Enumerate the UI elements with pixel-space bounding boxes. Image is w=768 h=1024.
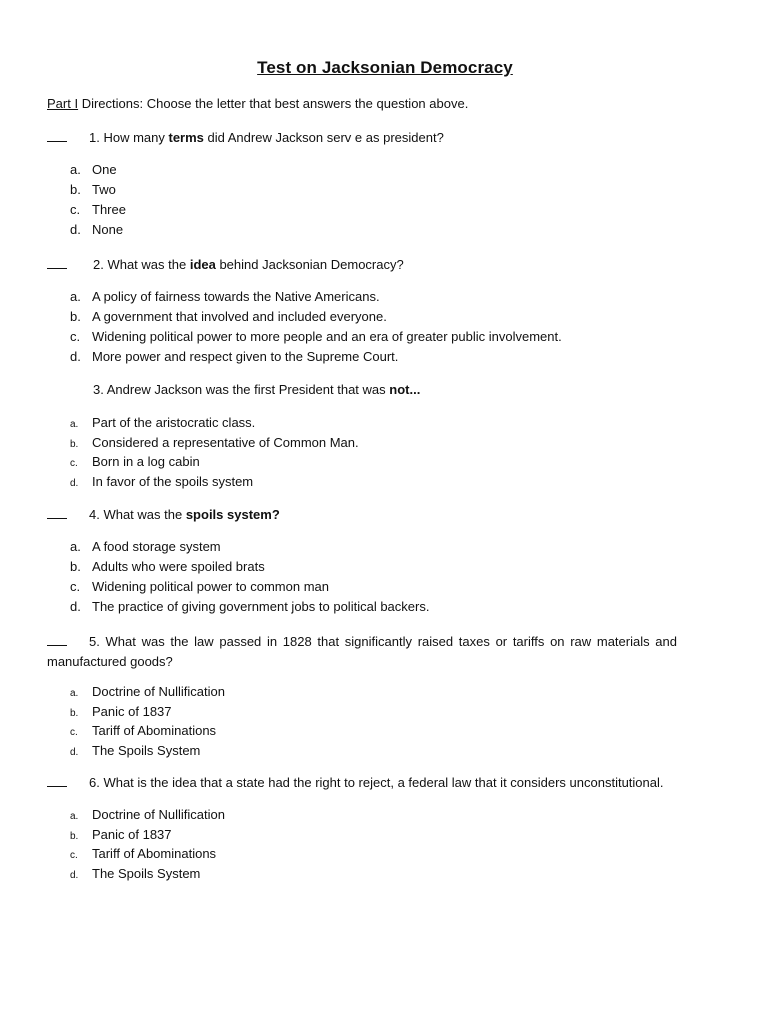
- question-2: [47, 256, 404, 272]
- question-4-bold: spoils system?: [185, 507, 280, 522]
- question-3-bold: not...: [389, 382, 421, 397]
- option-1d: d. None: [70, 222, 124, 237]
- option-2c: c. Widening political power to more people and an era of greater public involvement.: [70, 329, 562, 344]
- question-1-bold: terms: [168, 130, 204, 145]
- option-4b: b. Adults who were spoiled brats: [70, 559, 265, 574]
- answer-blank-5[interactable]: [47, 633, 67, 646]
- question-6-options: [70, 805, 225, 883]
- page-title: Test on Jacksonian Democracy: [257, 58, 513, 77]
- option-1b: b. Two: [70, 182, 116, 197]
- question-2-text: 2. What was the: [93, 257, 190, 272]
- question-1: [47, 129, 444, 145]
- question-6-text: 6. What is the idea that a state had the right to reject, a federal law that it considers unconstitutional.: [89, 775, 664, 790]
- question-4: [47, 506, 280, 522]
- question-6: [47, 774, 664, 790]
- option-5a: a. Doctrine of Nullification: [70, 684, 225, 699]
- question-1-options: [70, 160, 126, 240]
- option-3b: b. Considered a representative of Common Man.: [70, 434, 359, 450]
- answer-blank-1[interactable]: [47, 129, 67, 142]
- answer-blank-4[interactable]: [47, 506, 67, 519]
- question-5-options: [70, 682, 225, 760]
- option-5d: d. The Spoils System: [70, 742, 201, 758]
- question-5-text: 5. What was the law passed in 1828 that significantly raised taxes or tariffs on raw materials and manufactured goods?: [47, 634, 677, 669]
- option-2b: b. A government that involved and included everyone.: [70, 309, 387, 324]
- question-1-text-end: did Andrew Jackson serv e as president?: [203, 130, 444, 145]
- question-3-options: [70, 413, 359, 491]
- answer-blank-2[interactable]: [47, 256, 67, 269]
- option-5c: c. Tariff of Abominations: [70, 723, 217, 738]
- option-4a: a. A food storage system: [70, 539, 221, 554]
- question-2-text-end: behind Jacksonian Democracy?: [215, 257, 404, 272]
- question-2-options: [70, 287, 562, 367]
- option-6b: b. Panic of 1837: [70, 826, 172, 842]
- option-4c: c. Widening political power to common man: [70, 579, 329, 594]
- question-4-options: [70, 537, 429, 617]
- option-1a: a. One: [70, 162, 117, 177]
- question-5: [47, 632, 677, 672]
- option-3a: a. Part of the aristocratic class.: [70, 415, 256, 430]
- answer-blank-6[interactable]: [47, 774, 67, 787]
- question-1-text: 1. How many: [89, 130, 169, 145]
- option-2d: d. More power and respect given to the Supreme Court.: [70, 349, 399, 364]
- option-6c: c. Tariff of Abominations: [70, 846, 217, 861]
- option-5b: b. Panic of 1837: [70, 703, 172, 719]
- question-3-text: 3. Andrew Jackson was the first President that was: [93, 382, 390, 397]
- directions-part-label: Part I: [47, 96, 79, 111]
- question-2-bold: idea: [189, 257, 216, 272]
- option-1c: c. Three: [70, 202, 126, 217]
- option-3d: d. In favor of the spoils system: [70, 473, 254, 489]
- option-6d: d. The Spoils System: [70, 865, 201, 881]
- option-6a: a. Doctrine of Nullification: [70, 807, 225, 822]
- question-3: [93, 382, 420, 397]
- directions-text: Directions: Choose the letter that best answers the question above.: [78, 96, 469, 111]
- question-4-text: 4. What was the: [89, 507, 186, 522]
- option-4d: d. The practice of giving government jobs to political backers.: [70, 599, 430, 614]
- directions: [47, 96, 468, 111]
- option-2a: a. A policy of fairness towards the Native Americans.: [70, 289, 380, 304]
- option-3c: c. Born in a log cabin: [70, 454, 200, 469]
